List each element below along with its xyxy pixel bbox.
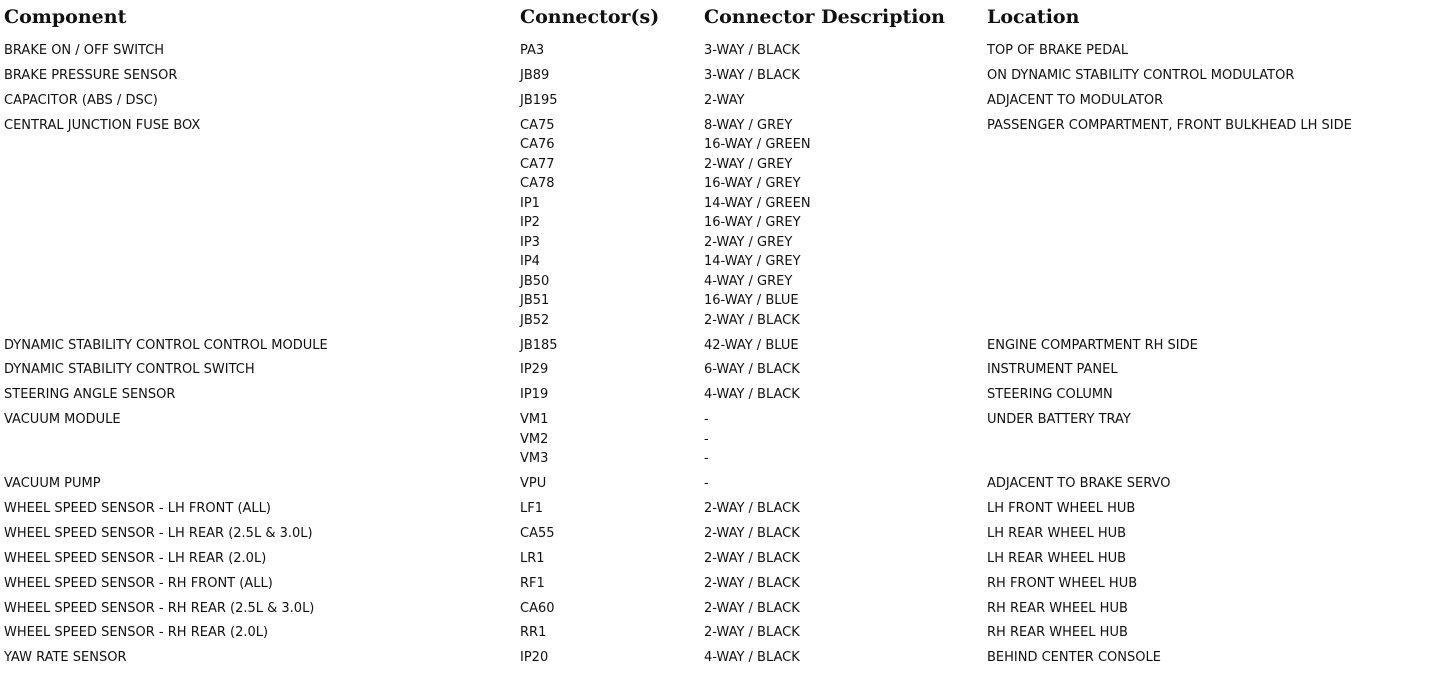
description-cell xyxy=(704,574,800,594)
component-cell: DYNAMIC STABILITY CONTROL SWITCH xyxy=(4,362,255,378)
connectors-cell xyxy=(520,336,558,356)
connector-id: CA60 xyxy=(520,600,555,616)
connector-description: 16-WAY / GREEN xyxy=(704,137,811,153)
connector-id: CA75 xyxy=(520,117,555,133)
connector-id: IP29 xyxy=(520,362,549,378)
connector-description: 42-WAY / BLUE xyxy=(704,337,799,353)
connector-id: VPU xyxy=(520,476,547,492)
description-cell xyxy=(704,41,800,61)
connector-id: IP3 xyxy=(520,234,540,250)
component-cell: WHEEL SPEED SENSOR - LH FRONT (ALL) xyxy=(4,501,271,517)
connectors-cell xyxy=(520,599,555,619)
connector-description: - xyxy=(704,412,709,428)
connector-id: PA3 xyxy=(520,43,545,58)
table-row xyxy=(0,599,1440,619)
connector-description: 4-WAY / GREY xyxy=(704,273,793,289)
description-cell xyxy=(704,116,811,331)
table-row xyxy=(0,336,1440,356)
connector-description: 14-WAY / GREY xyxy=(704,254,801,270)
connector-id: RF1 xyxy=(520,575,545,591)
component-cell: DYNAMIC STABILITY CONTROL CONTROL MODULE xyxy=(4,337,328,353)
table-body xyxy=(0,41,1440,673)
connectors-cell xyxy=(520,524,555,544)
connectors-cell xyxy=(520,499,543,519)
component-cell: WHEEL SPEED SENSOR - RH FRONT (ALL) xyxy=(4,575,273,591)
connector-description: 14-WAY / GREEN xyxy=(704,195,811,211)
connector-id: IP1 xyxy=(520,195,540,211)
connector-description: - xyxy=(704,476,709,492)
description-cell xyxy=(704,648,800,668)
description-cell xyxy=(704,623,800,643)
component-cell: VACUUM MODULE xyxy=(4,412,121,428)
location-cell: RH FRONT WHEEL HUB xyxy=(987,575,1138,591)
description-cell xyxy=(704,549,800,569)
header-connectors: Connector(s) xyxy=(520,6,660,28)
header-component: Component xyxy=(4,6,127,28)
component-cell: WHEEL SPEED SENSOR - RH REAR (2.5L & 3.0L) xyxy=(4,600,315,616)
connectors-cell xyxy=(520,116,555,331)
table-row xyxy=(0,41,1440,61)
connector-id: CA77 xyxy=(520,156,555,172)
component-cell: WHEEL SPEED SENSOR - LH REAR (2.5L & 3.0L) xyxy=(4,525,313,541)
connector-description: 2-WAY / BLACK xyxy=(704,525,800,541)
location-cell: PASSENGER COMPARTMENT, FRONT BULKHEAD LH SIDE xyxy=(987,117,1352,133)
location-cell: UNDER BATTERY TRAY xyxy=(987,412,1131,428)
connector-description: 2-WAY / GREY xyxy=(704,234,793,250)
location-cell: RH REAR WHEEL HUB xyxy=(987,625,1128,641)
connector-id: JB195 xyxy=(520,92,558,108)
location-cell: STEERING COLUMN xyxy=(987,387,1113,403)
location-cell: ADJACENT TO BRAKE SERVO xyxy=(987,476,1171,492)
location-cell: ENGINE COMPARTMENT RH SIDE xyxy=(987,337,1198,353)
connector-id: JB89 xyxy=(520,67,550,83)
table-row xyxy=(0,385,1440,405)
table-row xyxy=(0,574,1440,594)
connector-description: - xyxy=(704,431,709,447)
description-cell xyxy=(704,360,800,380)
connector-description: 4-WAY / BLACK xyxy=(704,387,800,403)
connectors-cell xyxy=(520,410,548,469)
connector-description: 2-WAY / BLACK xyxy=(704,575,800,591)
connector-id: LR1 xyxy=(520,550,545,566)
location-cell: RH REAR WHEEL HUB xyxy=(987,600,1128,616)
connectors-cell xyxy=(520,623,546,643)
table-row xyxy=(0,499,1440,519)
connector-id: RR1 xyxy=(520,625,547,641)
connectors-cell xyxy=(520,648,548,668)
description-cell xyxy=(704,499,800,519)
description-cell xyxy=(704,66,800,86)
connectors-cell xyxy=(520,385,548,405)
connector-description: - xyxy=(704,451,709,467)
connector-id: LF1 xyxy=(520,501,543,517)
location-cell: LH FRONT WHEEL HUB xyxy=(987,501,1136,517)
table-row xyxy=(0,648,1440,668)
connectors-cell xyxy=(520,66,549,86)
location-cell: ADJACENT TO MODULATOR xyxy=(987,92,1164,108)
connector-id: CA78 xyxy=(520,176,555,192)
connector-description: 8-WAY / GREY xyxy=(704,117,793,133)
connector-id: IP2 xyxy=(520,215,540,231)
connector-id: CA76 xyxy=(520,137,555,153)
header-location: Location xyxy=(987,6,1080,28)
connector-description: 16-WAY / GREY xyxy=(704,176,801,192)
table-row xyxy=(0,524,1440,544)
description-cell xyxy=(704,410,709,469)
component-cell: BRAKE ON / OFF SWITCH xyxy=(4,43,165,58)
connector-id: VM1 xyxy=(520,412,549,428)
description-cell xyxy=(704,385,800,405)
connector-id: JB52 xyxy=(520,312,550,328)
description-cell xyxy=(704,524,800,544)
connectors-cell xyxy=(520,41,544,61)
connector-description: 16-WAY / BLUE xyxy=(704,293,799,309)
connector-description: 2-WAY / BLACK xyxy=(704,600,800,616)
connector-description: 2-WAY / BLACK xyxy=(704,550,800,566)
description-cell xyxy=(704,599,800,619)
location-cell: TOP OF BRAKE PEDAL xyxy=(987,43,1129,58)
table-row xyxy=(0,116,1440,331)
connector-id: IP20 xyxy=(520,650,549,666)
connector-description: 4-WAY / BLACK xyxy=(704,650,800,666)
connector-id: JB51 xyxy=(520,293,550,309)
component-cell: WHEEL SPEED SENSOR - RH REAR (2.0L) xyxy=(4,625,269,641)
table-header xyxy=(0,6,1440,36)
connector-description: 2-WAY / BLACK xyxy=(704,312,800,328)
connector-id: IP4 xyxy=(520,254,540,270)
component-cell: STEERING ANGLE SENSOR xyxy=(4,387,176,403)
location-cell: INSTRUMENT PANEL xyxy=(987,362,1118,378)
connector-description: 3-WAY / BLACK xyxy=(704,43,800,58)
description-cell xyxy=(704,91,744,111)
connector-id: VM2 xyxy=(520,431,549,447)
connectors-cell xyxy=(520,91,558,111)
location-cell: LH REAR WHEEL HUB xyxy=(987,525,1127,541)
connectors-cell xyxy=(520,574,545,594)
connectors-cell xyxy=(520,549,545,569)
header-description: Connector Description xyxy=(704,6,945,28)
connector-id: JB185 xyxy=(520,337,558,353)
component-cell: YAW RATE SENSOR xyxy=(4,650,127,666)
connectors-cell xyxy=(520,360,548,380)
component-cell: CENTRAL JUNCTION FUSE BOX xyxy=(4,117,201,133)
component-cell: BRAKE PRESSURE SENSOR xyxy=(4,67,178,83)
connector-description: 16-WAY / GREY xyxy=(704,215,801,231)
connector-id: JB50 xyxy=(520,273,550,289)
table-row xyxy=(0,360,1440,380)
connector-description: 2-WAY xyxy=(704,92,745,108)
connector-id: VM3 xyxy=(520,451,549,467)
location-cell: ON DYNAMIC STABILITY CONTROL MODULATOR xyxy=(987,67,1295,83)
description-cell xyxy=(704,336,799,356)
connector-id: IP19 xyxy=(520,387,549,403)
table-row xyxy=(0,66,1440,86)
description-cell xyxy=(704,474,709,494)
location-cell: LH REAR WHEEL HUB xyxy=(987,550,1127,566)
component-cell: WHEEL SPEED SENSOR - LH REAR (2.0L) xyxy=(4,550,267,566)
table-row xyxy=(0,91,1440,111)
connectors-cell xyxy=(520,474,546,494)
table-row xyxy=(0,549,1440,569)
table-row xyxy=(0,474,1440,494)
connector-description: 2-WAY / GREY xyxy=(704,156,793,172)
component-cell: VACUUM PUMP xyxy=(4,476,101,492)
connector-description: 2-WAY / BLACK xyxy=(704,501,800,517)
table-row xyxy=(0,623,1440,643)
connector-id: CA55 xyxy=(520,525,555,541)
location-cell: BEHIND CENTER CONSOLE xyxy=(987,650,1161,666)
connector-description: 3-WAY / BLACK xyxy=(704,67,800,83)
component-cell: CAPACITOR (ABS / DSC) xyxy=(4,92,158,108)
connector-description: 6-WAY / BLACK xyxy=(704,362,800,378)
connector-description: 2-WAY / BLACK xyxy=(704,625,800,641)
table-row xyxy=(0,410,1440,469)
